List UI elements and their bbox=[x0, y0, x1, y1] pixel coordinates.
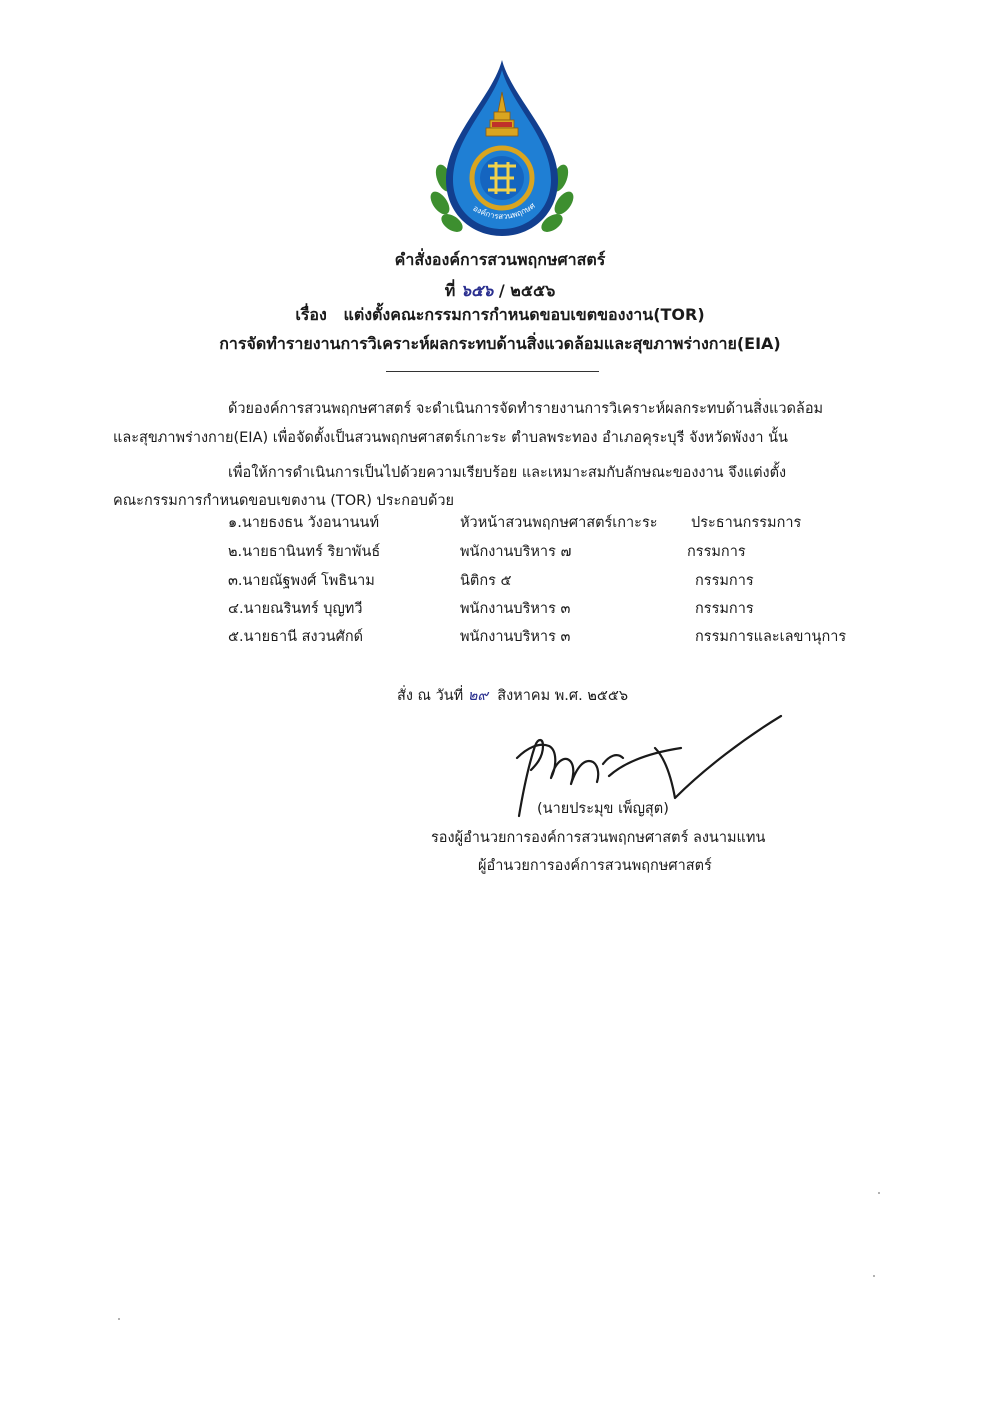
svg-text:องค์การสวนพฤกษศาสตร์: องค์การสวนพฤกษศ bbox=[471, 201, 537, 222]
committee-member-position: พนักงานบริหาร ๗ bbox=[460, 544, 572, 560]
paragraph-1-line-1: ด้วยองค์การสวนพฤกษศาสตร์ จะดำเนินการจัดทำรายงานการวิเคราะห์ผลกระทบด้านสิ่งแวดล้อม bbox=[228, 401, 824, 417]
committee-member-role: ประธานกรรมการ bbox=[691, 515, 802, 531]
order-title: คำสั่งองค์การสวนพฤกษศาสตร์ bbox=[394, 250, 606, 269]
order-number-year: / ๒๕๕๖ bbox=[498, 281, 556, 300]
committee-member-name: ๓.นายณัฐพงศ์ โพธินาม bbox=[228, 573, 375, 589]
subject-label: เรื่อง bbox=[295, 305, 327, 324]
subject-line-2: การจัดทำรายงานการวิเคราะห์ผลกระทบด้านสิ่งแวดล้อมและสุขภาพร่างกาย(EIA) bbox=[219, 334, 781, 353]
header-divider bbox=[386, 371, 599, 372]
committee-member-name: ๔.นายณรินทร์ บุญทวี bbox=[228, 601, 363, 617]
paragraph-2-line-2: คณะกรรมการกำหนดขอบเขตงาน (TOR) ประกอบด้วย bbox=[113, 493, 455, 509]
date-month-year: สิงหาคม พ.ศ. ๒๕๕๖ bbox=[497, 688, 629, 704]
committee-member-role: กรรมการและเลขานุการ bbox=[695, 629, 847, 645]
order-number-handwritten: ๖๕๖ bbox=[460, 281, 494, 300]
scan-speck bbox=[878, 1192, 880, 1194]
committee-member-position: พนักงานบริหาร ๓ bbox=[460, 601, 571, 617]
committee-member-position: หัวหน้าสวนพฤกษศาสตร์เกาะระ bbox=[460, 515, 658, 531]
signatory-position-line-1: รองผู้อำนวยการองค์การสวนพฤกษศาสตร์ ลงนามแทน bbox=[431, 830, 766, 846]
committee-member-role: กรรมการ bbox=[695, 573, 754, 589]
committee-member-role: กรรมการ bbox=[687, 544, 746, 560]
committee-member-position: นิติกร ๕ bbox=[460, 573, 512, 589]
order-date bbox=[397, 684, 628, 707]
signatory-position-line-2: ผู้อำนวยการองค์การสวนพฤกษศาสตร์ bbox=[478, 858, 712, 874]
committee-member-name: ๑.นายธงธน วังอนานนท์ bbox=[228, 515, 380, 531]
committee-member-name: ๒.นายธานินทร์ ริยาพันธ์ bbox=[228, 544, 381, 560]
scan-speck bbox=[873, 1275, 875, 1277]
paragraph-2-line-1: เพื่อให้การดำเนินการเป็นไปด้วยความเรียบร้อย และเหมาะสมกับลักษณะของงาน จึงแต่งตั้ง bbox=[228, 465, 787, 481]
date-prefix: สั่ง ณ วันที่ bbox=[397, 688, 464, 704]
signatory-name: (นายประมุข เพ็ญสุต) bbox=[537, 801, 669, 817]
subject-line-1 bbox=[0, 303, 1000, 328]
date-day-handwritten: ๒๙ bbox=[467, 688, 489, 704]
subject-text-1: แต่งตั้งคณะกรรมการกำหนดขอบเขตของงาน(TOR) bbox=[343, 305, 705, 324]
order-number-prefix: ที่ bbox=[444, 281, 456, 300]
scan-speck bbox=[118, 1318, 120, 1320]
organization-logo-icon bbox=[430, 58, 574, 240]
committee-member-name: ๕.นายธานี สงวนศักด์ bbox=[228, 629, 364, 645]
order-number-line bbox=[0, 279, 1000, 304]
committee-member-position: พนักงานบริหาร ๓ bbox=[460, 629, 571, 645]
paragraph-1-line-2: และสุขภาพร่างกาย(EIA) เพื่อจัดตั้งเป็นสวนพฤกษศาสตร์เกาะระ ตำบลพระทอง อำเภอคุระบุรี จังหวัดพังงา นั้น bbox=[113, 430, 788, 446]
committee-member-role: กรรมการ bbox=[695, 601, 754, 617]
